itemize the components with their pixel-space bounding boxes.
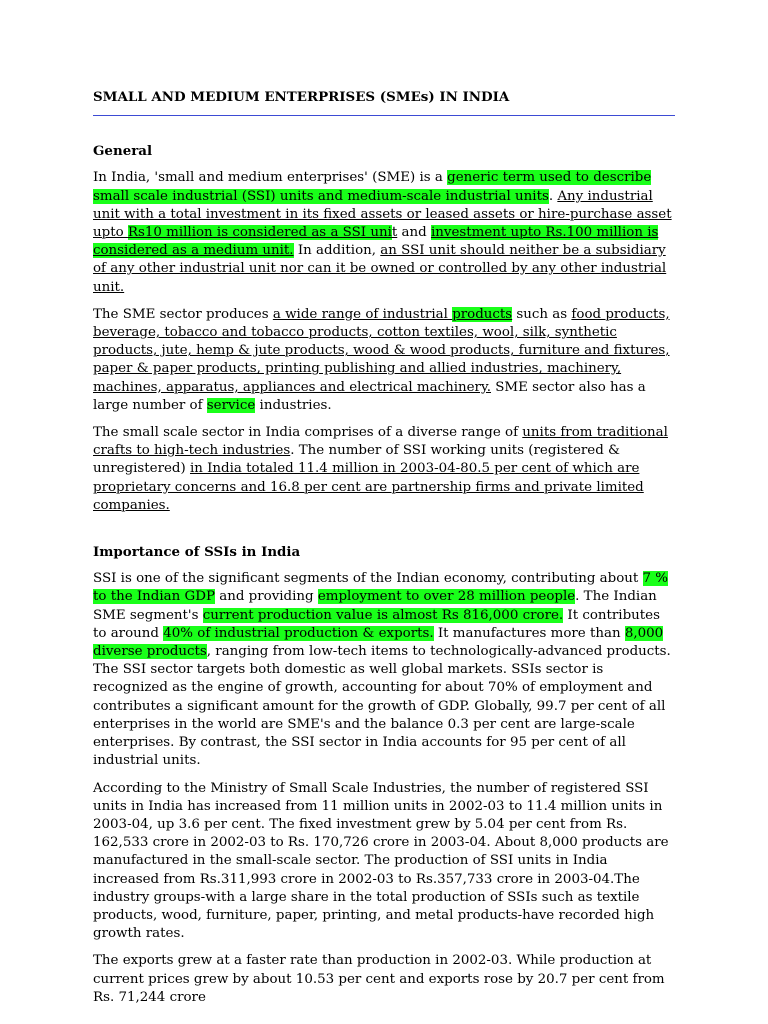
- text-run: and: [397, 225, 431, 241]
- text-run: .: [548, 188, 558, 204]
- underlined-text: a wide range of industrial: [272, 306, 453, 322]
- paragraph: [93, 952, 675, 1007]
- text-run: The small scale sector in India comprises of a diverse range of: [93, 425, 523, 441]
- highlighted-text: generic term used to describe small scale industrial (SSI) units and medium-scale industrial units: [93, 170, 652, 204]
- text-run: SSI is one of the significant segments of the Indian economy, contributing about: [93, 571, 643, 587]
- paragraph: [93, 306, 675, 415]
- highlighted-text: 40% of industrial production & exports.: [163, 625, 434, 641]
- section-importance-body: [93, 570, 675, 1007]
- highlighted-text: Rs10 million is considered as a SSI uni: [127, 225, 392, 241]
- text-run: and providing: [214, 589, 318, 605]
- text-run: The SME sector produces: [93, 306, 273, 322]
- text-run: In India, 'small and medium enterprises' (SME) is a: [93, 170, 448, 186]
- text-run: The exports grew at a faster rate than production in 2002-03. While production at current prices grew by about 10.53 per cent and exports rose by 20.7 per cent from Rs. 71,244 crore: [93, 953, 665, 1005]
- text-run: . The number of SSI working units (registered & unregistered): [93, 443, 620, 477]
- text-run: According to the Ministry of Small Scale Industries, the number of registered SSI units in India has increased from 11 million units in 2002-03 to 11.4 million units in 2003-04, up 3.6 per cent. The fixed investment grew by 5.04 per cent from Rs. 162,533 crore in 2002-03 to Rs. 170,726 crore in 2003-04. About 8,000 products are manufactured in the small-scale sector. The production of SSI units in India increased from Rs.311,993 crore in 2002-03 to Rs.357,733 crore in 2003-04.The industry groups-with a large share in the total production of SSIs such as textile products, wood, furniture, paper, printing, and metal products-have recorded high growth rates.: [93, 780, 669, 942]
- highlighted-text: investment upto Rs.100 million is considered as a medium unit.: [93, 225, 659, 259]
- highlighted-text: current production value is almost Rs 816,000 crore.: [202, 607, 564, 623]
- paragraph: [93, 424, 675, 515]
- paragraph: [93, 570, 675, 770]
- text-run: In addition,: [293, 243, 381, 259]
- underlined-text: units from traditional crafts to high-tech industries: [93, 425, 668, 459]
- underlined-text: an SSI unit should neither be a subsidiary of any other industrial unit nor can it be owned or controlled by any other industrial unit.: [93, 243, 667, 295]
- paragraph: [93, 780, 675, 944]
- section-general-body: [93, 169, 675, 515]
- section-heading-general: General: [93, 143, 153, 160]
- highlighted-text: service: [206, 397, 256, 413]
- highlighted-text: 7 % to the Indian GDP: [93, 571, 669, 605]
- text-run: industries.: [255, 397, 332, 413]
- text-run: . The Indian SME segment's: [93, 589, 657, 623]
- text-run: It manufactures more than: [433, 625, 625, 641]
- document-page: [93, 88, 675, 1016]
- text-run: It contributes to around: [93, 607, 660, 641]
- section-heading-importance: Importance of SSIs in India: [93, 544, 301, 561]
- highlighted-text: products: [452, 306, 513, 322]
- underlined-text: in India totaled 11.4 million in 2003-04-80.5 per cent of which are proprietary concerns and 16.8 per cent are partnership firms and private limited companies.: [93, 461, 644, 513]
- text-run: , ranging from low-tech items to technologically-advanced products. The SSI sector targets both domestic as well global markets. SSIs sector is recognized as the engine of growth, accounting for about 70% of employment and contributes a significant amount for the growth of GDP. Globally, 99.7 per cent of all enterprises in the world are SME's and the balance 0.3 per cent are large-scale enterprises. By contrast, the SSI sector in India accounts for 95 per cent of all industrial units.: [93, 644, 671, 769]
- paragraph: [93, 169, 675, 296]
- document-title: SMALL AND MEDIUM ENTERPRISES (SMEs) IN INDIA: [93, 88, 675, 116]
- underlined-text: food products, beverage, tobacco and tobacco products, cotton textiles, wool, silk, synthetic products, jute, hemp & jute products, wood & wood products, furniture and fixtures, paper & paper products, printing publishing and allied industries, machinery, machines, apparatus, appliances and electrical machinery.: [93, 306, 670, 395]
- text-run: SME sector also has a large number of: [93, 379, 646, 413]
- text-run: such as: [512, 306, 572, 322]
- highlighted-text: employment to over 28 million people: [317, 589, 576, 605]
- underlined-text: Any industrial unit with a total investment in its fixed assets or leased assets or hire-purchase asset upto: [93, 188, 672, 241]
- underlined-text: t: [391, 225, 398, 241]
- highlighted-text: 8,000 diverse products: [93, 625, 664, 660]
